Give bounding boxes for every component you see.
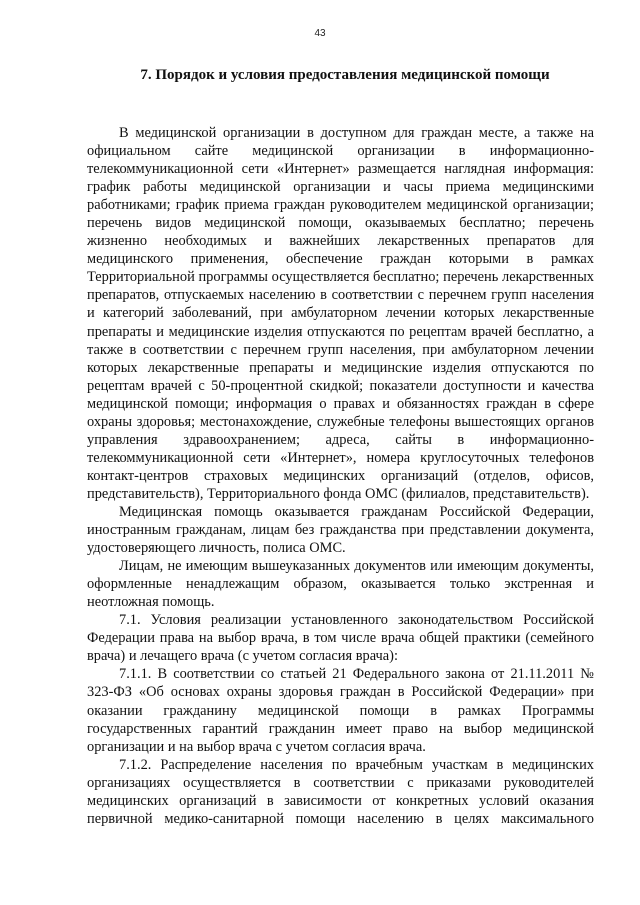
paragraph-7-1-2: 7.1.2. Распределение населения по врачебным участкам в медицинских организациях осуществляется в соответствии с приказами руководителей медицинских организаций в зависимости от конкретных условий оказания первичной медико-санитарной помощи населению в целях максимального — [87, 756, 594, 827]
paragraph-7-1: 7.1. Условия реализации установленного законодательством Российской Федерации права на выбор врача, в том числе врача общей практики (семейного врача) и лечащего врача (с учетом согласия врача): — [87, 612, 594, 665]
page-number: 43 — [314, 28, 326, 39]
paragraph-info-disclosure: В медицинской организации в доступном для граждан месте, а также на официальном сайте медицинской организации в информационно-телекоммуникационной сети «Интернет» размещается наглядная информация: график работы медицинской организации и часы приема медицинскими работниками; график приема граждан руководителем медицинской организации; перечень видов медицинской помощи, оказываемых бесплатно; перечень жизненно необходимых и важнейших лекарственных препаратов для медицинского применения, обеспечение граждан которыми в рамках Территориальной программы осуществляется бесплатно; перечень лекарственных препаратов, отпускаемых населению в соответствии с перечнем групп населения и категорий заболеваний, при амбулаторном лечении которых лекарственные препараты и медицинские изделия отпускаются по рецептам врачей бесплатно, а также в соответствии с перечнем групп населения, при амбулаторном лечении которых лекарственные препараты и медицинские изделия отпускаются по рецептам врачей с 50-процентной скидкой; показатели доступности и качества медицинской помощи; информация о правах и обязанностях граждан в сфере охраны здоровья; местонахождение, служебные телефоны вышестоящих органов управления здравоохранением; адреса, сайты в информационно-телекоммуникационной сети «Интернет», номера круглосуточных телефонов контакт-центров страховых медицинских организаций (отделов, офисов, представительств), Территориального фонда ОМС (филиалов, представительств). — [87, 125, 594, 502]
paragraph-emergency-care: Лицам, не имеющим вышеуказанных документов или имеющим документы, оформленные ненадлежащим образом, оказывается только экстренная и неотложная помощь. — [87, 558, 594, 611]
section-title: 7. Порядок и условия предоставления медицинской помощи — [140, 67, 550, 83]
paragraph-eligible-citizens: Медицинская помощь оказывается гражданам Российской Федерации, иностранным гражданам, лицам без гражданства при представлении документа, удостоверяющего личность, полиса ОМС. — [87, 503, 594, 557]
body-text — [87, 124, 594, 828]
paragraph-7-1-1: 7.1.1. В соответствии со статьей 21 Федерального закона от 21.11.2011 № 323-ФЗ «Об основах охраны здоровья граждан в Российской Федерации» при оказании гражданину медицинской помощи в рамках Программы государственных гарантий гражданин имеет право на выбор медицинской организации и на выбор врача с учетом согласия врача. — [87, 666, 594, 755]
